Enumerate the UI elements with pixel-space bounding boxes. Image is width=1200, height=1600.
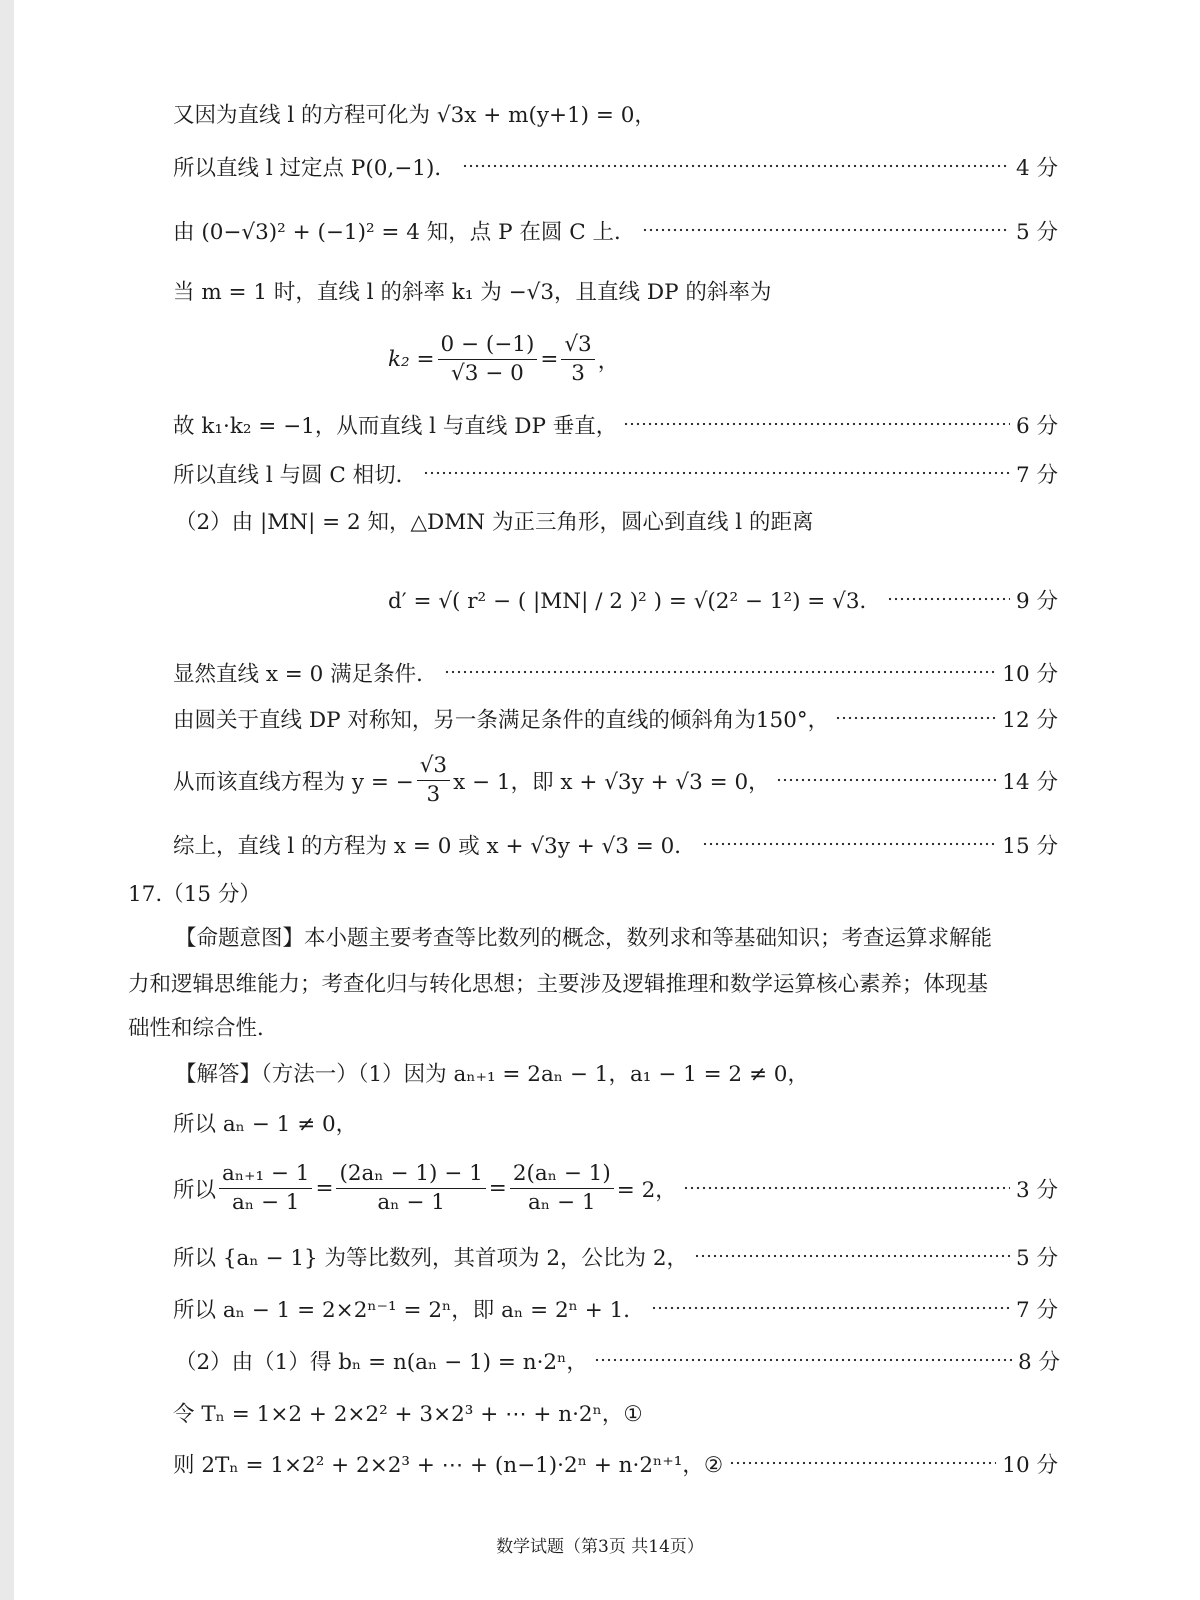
- score: 14 分: [1002, 769, 1058, 795]
- solution-line: [173, 272, 1058, 308]
- line-text: 又因为直线 l 的方程可化为 √3x + m(y+1) = 0，: [173, 102, 656, 128]
- distance-equation: [388, 563, 1058, 635]
- intent-line: [128, 1008, 1058, 1044]
- line-text: 所以 aₙ − 1 ≠ 0，: [173, 1111, 358, 1137]
- solution-line: [173, 700, 1058, 736]
- line-text: （2）由 |MN| = 2 知，△DMN 为正三角形，圆心到直线 l 的距离: [175, 509, 814, 535]
- score: 5 分: [1015, 1245, 1058, 1271]
- score: 10 分: [1002, 661, 1058, 687]
- line-text: 所以直线 l 过定点 P(0,−1)．: [173, 155, 456, 181]
- line-text: 所以: [173, 1177, 217, 1203]
- denominator: 3: [571, 360, 585, 386]
- solution-line: [173, 210, 1058, 250]
- score: 15 分: [1002, 833, 1058, 859]
- leader-dots: [462, 161, 1010, 171]
- numerator: aₙ₊₁ − 1: [219, 1162, 312, 1189]
- ratio-equation: 所以 $\frac{\text{aₙ₊₁ − 1}}{\text{aₙ − 1}}$ = $\frac{\text{(2aₙ − 1) − 1}}{\text{aₙ − 1}}$ = $\frac{\text{2(aₙ − 1)}}{\text{aₙ − 1}}$ = 2， 3 分: [173, 1160, 1058, 1215]
- score: 12 分: [1002, 707, 1058, 733]
- solution-line: [173, 750, 1058, 810]
- numerator: 0 − (−1): [438, 333, 538, 360]
- solution-line: [173, 455, 1058, 491]
- answer-line: [173, 1104, 1058, 1140]
- slope-equation: [388, 328, 619, 390]
- numerator: √3: [561, 333, 594, 360]
- score: 7 分: [1015, 462, 1058, 488]
- answer-line: [175, 1054, 1060, 1090]
- fraction: [561, 333, 594, 385]
- leader-dots: [683, 1183, 1010, 1193]
- leader-dots: [594, 1355, 1012, 1365]
- line-text: 则 2Tₙ = 1×2² + 2×2³ + ⋯ + (n−1)·2ⁿ + n·2ⁿ⁺¹，②: [173, 1452, 724, 1478]
- leader-dots: [887, 594, 1010, 604]
- leader-dots: [651, 1303, 1010, 1313]
- solution-line: [173, 95, 1058, 131]
- line-text: 力和逻辑思维能力；考查化归与转化思想；主要涉及逻辑推理和数学运算核心素养；体现基: [128, 971, 989, 997]
- numerator: 2(aₙ − 1): [510, 1162, 614, 1189]
- line-text: 从而该直线方程为 y = −: [173, 769, 414, 795]
- line-text: = 2，: [616, 1177, 677, 1203]
- denominator: 3: [426, 781, 441, 807]
- leader-dots: [694, 1251, 1010, 1261]
- solution-line: [173, 654, 1058, 690]
- answer-line: [173, 1394, 1058, 1430]
- fraction: [438, 333, 538, 385]
- leader-dots: [444, 667, 997, 677]
- intent-line: [128, 964, 1058, 1000]
- answer-line: [173, 1238, 1058, 1274]
- score: 7 分: [1015, 1297, 1058, 1323]
- equation-lhs: k₂ =: [388, 346, 435, 372]
- solution-line: [173, 406, 1058, 442]
- leader-dots: [423, 468, 1010, 478]
- fraction: [417, 754, 450, 806]
- denominator: √3 − 0: [451, 360, 524, 386]
- question-number: [128, 874, 1058, 910]
- answer-line: [173, 1290, 1058, 1326]
- leader-dots: [729, 1458, 996, 1468]
- line-text: 由圆关于直线 DP 对称知，另一条满足条件的直线的倾斜角为150°，: [173, 707, 830, 733]
- denominator: aₙ − 1: [232, 1189, 300, 1215]
- solution-line: [173, 826, 1058, 862]
- leader-dots: [776, 775, 997, 785]
- fraction: [510, 1162, 614, 1214]
- score: 4 分: [1015, 155, 1058, 181]
- score: 10 分: [1002, 1452, 1058, 1478]
- line-text: 由 (0−√3)² + (−1)² = 4 知，点 P 在圆 C 上．: [173, 219, 636, 245]
- line-text: 所以直线 l 与圆 C 相切．: [173, 462, 418, 488]
- leader-dots: [642, 225, 1010, 235]
- answer-line: [173, 1445, 1058, 1481]
- page-edge: [0, 0, 14, 1600]
- line-text: d′ = √( r² − ( |MN| / 2 )² ) = √(2² − 1²) = √3．: [388, 588, 882, 614]
- line-text: 础性和综合性．: [128, 1015, 279, 1041]
- line-text: 故 k₁·k₂ = −1，从而直线 l 与直线 DP 垂直，: [173, 413, 618, 439]
- answer-line: [175, 1342, 1060, 1378]
- line-text: x − 1，即 x + √3y + √3 = 0，: [453, 769, 770, 795]
- fraction: [336, 1162, 485, 1214]
- question-heading: 17.（15 分）: [128, 881, 261, 907]
- line-text: 【解答】（方法一）（1）因为 aₙ₊₁ = 2aₙ − 1，a₁ − 1 = 2 ≠ 0，: [175, 1061, 809, 1087]
- line-text: 令 Tₙ = 1×2 + 2×2² + 3×2³ + ⋯ + n·2ⁿ，①: [173, 1401, 643, 1427]
- line-text: 显然直线 x = 0 满足条件．: [173, 661, 438, 687]
- intent-line: [175, 918, 1055, 954]
- score: 3 分: [1015, 1177, 1058, 1203]
- leader-dots: [702, 839, 997, 849]
- punctuation: ，: [597, 348, 620, 374]
- line-text: 综上，直线 l 的方程为 x = 0 或 x + √3y + √3 = 0．: [173, 833, 696, 859]
- numerator: (2aₙ − 1) − 1: [336, 1162, 485, 1189]
- line-text: （2）由（1）得 bₙ = n(aₙ − 1) = n·2ⁿ，: [175, 1349, 588, 1375]
- score: 5 分: [1015, 219, 1058, 245]
- score: 9 分: [1015, 588, 1058, 614]
- solution-line: [175, 502, 1060, 538]
- denominator: aₙ − 1: [377, 1189, 445, 1215]
- denominator: aₙ − 1: [528, 1189, 596, 1215]
- equals-sign: =: [540, 346, 559, 372]
- line-text: 【命题意图】本小题主要考查等比数列的概念，数列求和等基础知识；考查运算求解能: [175, 925, 993, 951]
- score: 8 分: [1017, 1349, 1060, 1375]
- leader-dots: [835, 713, 996, 723]
- page-footer: 数学试题（第3页 共14页）: [496, 1537, 704, 1557]
- numerator: √3: [417, 754, 450, 781]
- line-text: 所以 aₙ − 1 = 2×2ⁿ⁻¹ = 2ⁿ，即 aₙ = 2ⁿ + 1．: [173, 1297, 645, 1323]
- score: 6 分: [1015, 413, 1058, 439]
- solution-line: [173, 148, 1058, 184]
- line-text: 所以 {aₙ − 1} 为等比数列，其首项为 2，公比为 2，: [173, 1245, 689, 1271]
- leader-dots: [623, 419, 1010, 429]
- line-text: 当 m = 1 时，直线 l 的斜率 k₁ 为 −√3，且直线 DP 的斜率为: [173, 279, 772, 305]
- fraction: [219, 1162, 312, 1214]
